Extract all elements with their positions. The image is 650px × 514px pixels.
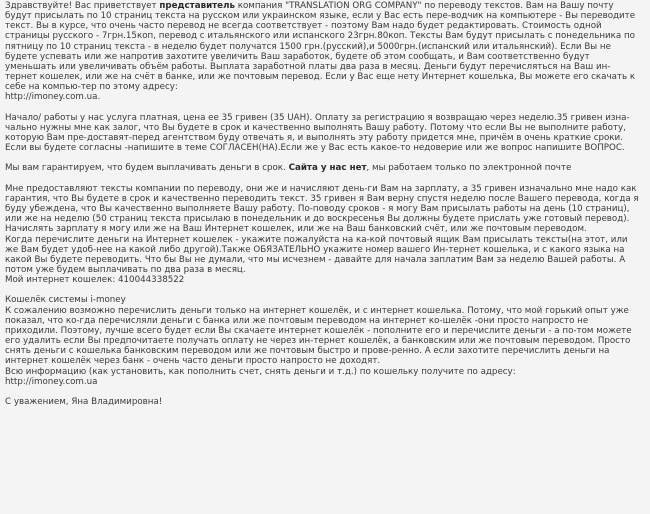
intro-paragraph: Здравствуйте! Вас приветствует представитель компания "TRANSLATION ORG COMPANY" по переводу текстов. Вам на Вашу почту будут присылать по 10 страниц текста на русском или украинском языке, если у Вас есть пере-водчик на компьютере - Вы переводите текст. Вы в курсе, что очень часто перевод не всегда соответствует - поэтому Вам надо будет редактировать. Стоимость одной страницы русского - 7грн.15коп, перевод с итальянского или испанского 23грн.80коп. Тексты Вам будут присылать с понедельника по пятницу по 10 страниц текста - в неделю будет получатся 1500 грн.(русский),и 5000грн.(испанский или итальянский). Если Вы не будете успевать или же напротив захотите увеличить Ваш заработок, будете об этом сообщать, и Вам соответственно будут уменьшать или увеличивать объём работы. Выплата заработной платы два раза в месяц. Деньги будут перечисляться на Ваш ин-тернет кошелек, или же на счёт в банке, или же почтовым перевод. Если у Вас еще нету Интернет кошелька, Вы можете его скачать к себе на компью-тер по этому адресу: http://imoney.com.ua. bbox=[5, 1, 636, 103]
signature: С уважением, Яна Владимировна! bbox=[5, 397, 163, 408]
emphasis-representative: представитель bbox=[159, 1, 235, 11]
consent-instructions: Если вы будете согласны -напишите в теме СОГЛАСЕН(НА).Если же у Вас есть какое-то недоверие или же вопрос напишите ВОПРОС. bbox=[5, 143, 625, 154]
wallet-number: Мой интернет кошелек: 410044338522 bbox=[5, 275, 185, 286]
wallet-url: http://imoney.com.ua. bbox=[5, 92, 101, 103]
wallet-heading: Кошелёк системы i-money bbox=[5, 295, 126, 306]
wallet-url-2: http://imoney.com.ua bbox=[5, 376, 98, 387]
wallet-paragraph: Кошелёк системы i-money К сожалению возможно перечислить деньги только на интернет кошелёк, и с интернет кошелька. Потому, что мой горький опыт уже показал, что ко-гда перечисляли деньги с банка или же почтовым переводом на интернет ко-шелёк -они просто напросто не приходили. Поэтому, лучше всего будет если Вы скачаете интернет кошелёк - пополните его и перечислите деньги - а по-том можете его удалить если Вы предпочитаете получать оплату не через ин-тернет кошелёк, а банковским или же почтовым переводом. Просто снять деньги с кошелька банковским переводом или же почтовым быстро и прове-ренно. А если захотите перечислить деньги на интернет кошелёк через банк - очень часто деньги просто напросто не доходят. Всю информацию (как установить, как пополнить счет, снять деньги и т.д.) по кошельку получите по адресу: http://imoney.com.ua bbox=[5, 295, 632, 387]
emphasis-no-site: Сайта у нас нет bbox=[288, 163, 367, 174]
payment-paragraph: Начало/ работы у нас услуга платная, цена ее 35 гривен (35 UAH). Оплату за регистрацию я возвращаю через неделю.35 гривен изна-чально нужны мне как залог, что Вы будете в срок и качественно выполнять Вашу работу. Потому что если Вы не выполните работу, которую Вам пре-доставят-перед агентством буду отвечать я, и выполнять эту работу придется мне, причём в очень краткие сроки. Если вы будете согласны -напишите в теме СОГЛАСЕН(НА).Если же у Вас есть какое-то недоверие или же вопрос напишите ВОПРОС. bbox=[5, 112, 630, 154]
details-paragraph: Мне предоставляют тексты компании по переводу, они же и начисляют день-ги Вам на зарплату, а 35 гривен изначально мне надо как гарантия, что Вы будете в срок и качественно переводить текст. 35 гривен я Вам верну спустя неделю после Вашего перевода, когда я буду убеждена, что Вы качественно выполняете Вашу работу. По-поводу сроков - я могу Вам присылать работы на день (10 страниц), или же на неделю (50 страниц текста присылаю в понедельник и до воскресенья Вы должны будете прислать уже готовый перевод). Начислять зарплату я могу или же на Ваш Интернет кошелек, или же на Ваш банковский счёт, или же почтовым переводом. Когда перечислите деньги на Интернет кошелек - укажите пожалуйста на ка-кой почтовый ящик Вам присылать тексты(на этот, или же Вам будет удоб-нее на какой либо другой).Также ОБЯЗАТЕЛЬНО укажите номер вашего Ин-тернет кошелька, и с какого языка на какой Вы будете переводить. Что бы Вы не думали, что мы исчезнем - давайте для начала заплатим Вам за неделю Вашей работы. А потом уже будем выплачивать по два раза в месяц. Мой интернет кошелек: 410044338522 bbox=[5, 183, 639, 286]
guarantee-paragraph: Мы вам гарантируем, что будем выплачивать деньги в срок. Сайта у нас нет, мы работаем только по электронной почте bbox=[5, 163, 572, 174]
